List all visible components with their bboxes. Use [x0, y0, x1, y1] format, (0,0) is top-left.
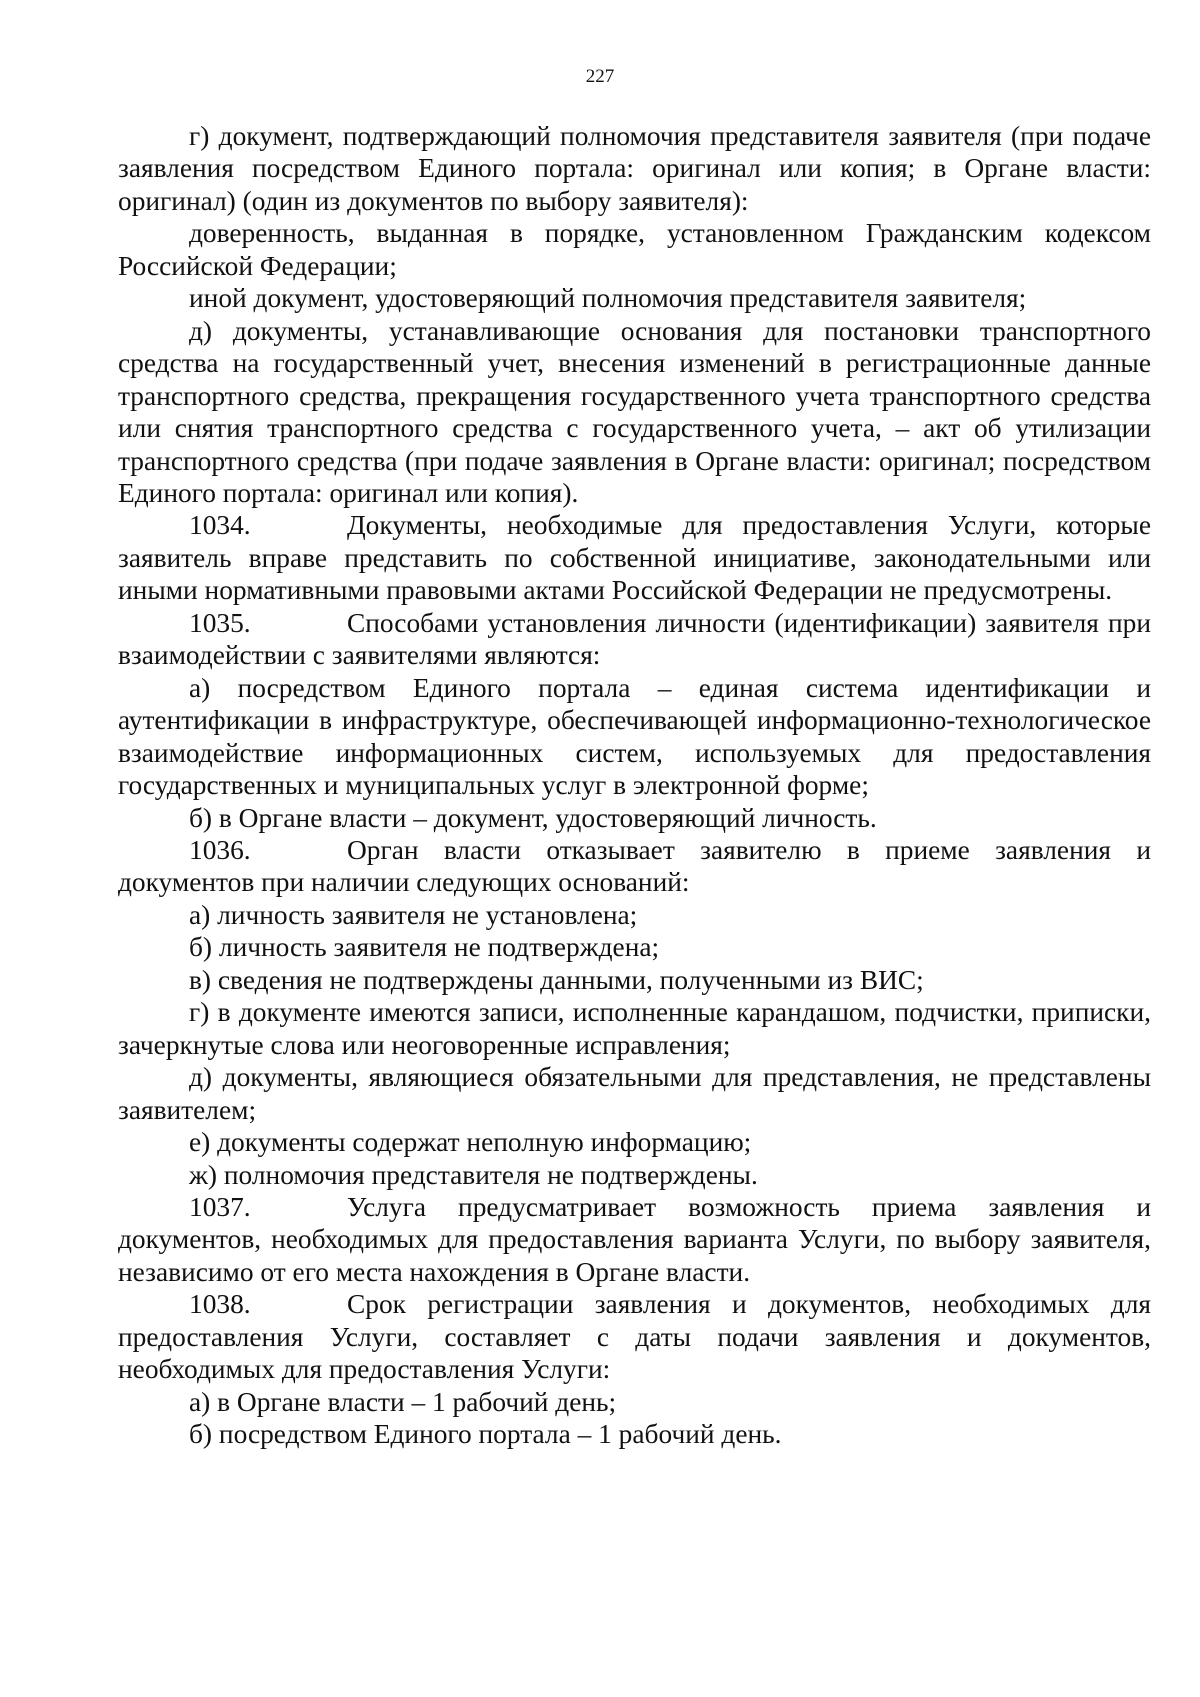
paragraph-text: а) личность заявителя не установлена; — [189, 899, 638, 930]
paragraph-text: д) документы, являющиеся обязательными для представления, не представлены заявителем; — [118, 1062, 1151, 1125]
paragraph-text: а) посредством Единого портала – единая система идентификации и аутентификации в инфраструктуре, обеспечивающей информационно-технологическое взаимодействие информационных систем, используемых для предоставления государственных и муниципальных услуг в электронной форме; — [118, 672, 1151, 801]
paragraph — [118, 1386, 1151, 1418]
document-body — [118, 120, 1151, 1451]
paragraph-number: 1035. — [189, 607, 251, 638]
paragraph-number: 1037. — [189, 1191, 251, 1222]
paragraph — [118, 1126, 1151, 1158]
paragraph-text: Документы, необходимые для предоставления Услуги, которые заявитель вправе представить по собственной инициативе, законодательными или иными нормативными правовыми актами Российской Федерации не предусмотрены. — [118, 510, 1151, 606]
paragraph-text: ж) полномочия представителя не подтверждены. — [189, 1159, 758, 1190]
paragraph-text: е) документы содержат неполную информацию; — [189, 1127, 752, 1158]
paragraph-text: доверенность, выданная в порядке, установленном Гражданским кодексом Российской Федерации; — [118, 218, 1151, 281]
paragraph-text: Орган власти отказывает заявителю в приеме заявления и документов при наличии следующих оснований: — [118, 834, 1151, 898]
paragraph-number: 1034. — [189, 510, 251, 541]
paragraph-text: г) в документе имеются записи, исполненные карандашом, подчистки, приписки, зачеркнутые слова или неоговоренные исправления; — [118, 997, 1151, 1060]
numbered-paragraph — [118, 509, 1151, 606]
paragraph — [118, 217, 1151, 282]
paragraph-number: 1038. — [189, 1289, 251, 1320]
paragraph — [118, 1418, 1151, 1450]
paragraph — [118, 282, 1151, 314]
paragraph — [118, 1159, 1151, 1191]
paragraph-text: иной документ, удостоверяющий полномочия представителя заявителя; — [189, 283, 1027, 314]
paragraph — [118, 1061, 1151, 1126]
numbered-paragraph — [118, 1191, 1151, 1288]
paragraph-text: д) документы, устанавливающие основания для постановки транспортного средства на государственный учет, внесения изменений в регистрационные данные транспортного средства, прекращения государственного учета транспортного средства или снятия транспортного средства с государственного учета, – акт об утилизации транспортного средства (при подаче заявления в Органе власти: оригинал; посредством Единого портала: оригинал или копия). — [118, 315, 1151, 508]
numbered-paragraph — [118, 834, 1151, 899]
paragraph-text: Услуга предусматривает возможность приема заявления и документов, необходимых для предоставления варианта Услуги, по выбору заявителя, независимо от его места нахождения в Органе власти. — [118, 1191, 1151, 1287]
paragraph-text: Срок регистрации заявления и документов, необходимых для предоставления Услуги, составляет с даты подачи заявления и документов, необходимых для предоставления Услуги: — [118, 1289, 1151, 1385]
paragraph — [118, 899, 1151, 931]
paragraph-number: 1036. — [189, 834, 251, 865]
paragraph-text: б) посредством Единого портала – 1 рабочий день. — [189, 1419, 782, 1450]
paragraph — [118, 315, 1151, 510]
numbered-paragraph — [118, 1288, 1151, 1385]
paragraph — [118, 931, 1151, 963]
paragraph-text: Способами установления личности (идентификации) заявителя при взаимодействии с заявителями являются: — [118, 607, 1151, 671]
paragraph — [118, 120, 1151, 217]
paragraph — [118, 802, 1151, 834]
paragraph-text: б) в Органе власти – документ, удостоверяющий личность. — [189, 802, 877, 833]
paragraph — [118, 672, 1151, 802]
paragraph — [118, 964, 1151, 996]
paragraph-text: г) документ, подтверждающий полномочия представителя заявителя (при подаче заявления посредством Единого портала: оригинал или копия; в Органе власти: оригинал) (один из документов по выбору заявителя): — [118, 121, 1151, 216]
paragraph — [118, 996, 1151, 1061]
numbered-paragraph — [118, 607, 1151, 672]
paragraph-text: б) личность заявителя не подтверждена; — [189, 932, 660, 963]
paragraph-text: в) сведения не подтверждены данными, полученными из ВИС; — [189, 964, 924, 995]
page-number: 227 — [585, 66, 615, 87]
paragraph-text: а) в Органе власти – 1 рабочий день; — [189, 1386, 617, 1417]
